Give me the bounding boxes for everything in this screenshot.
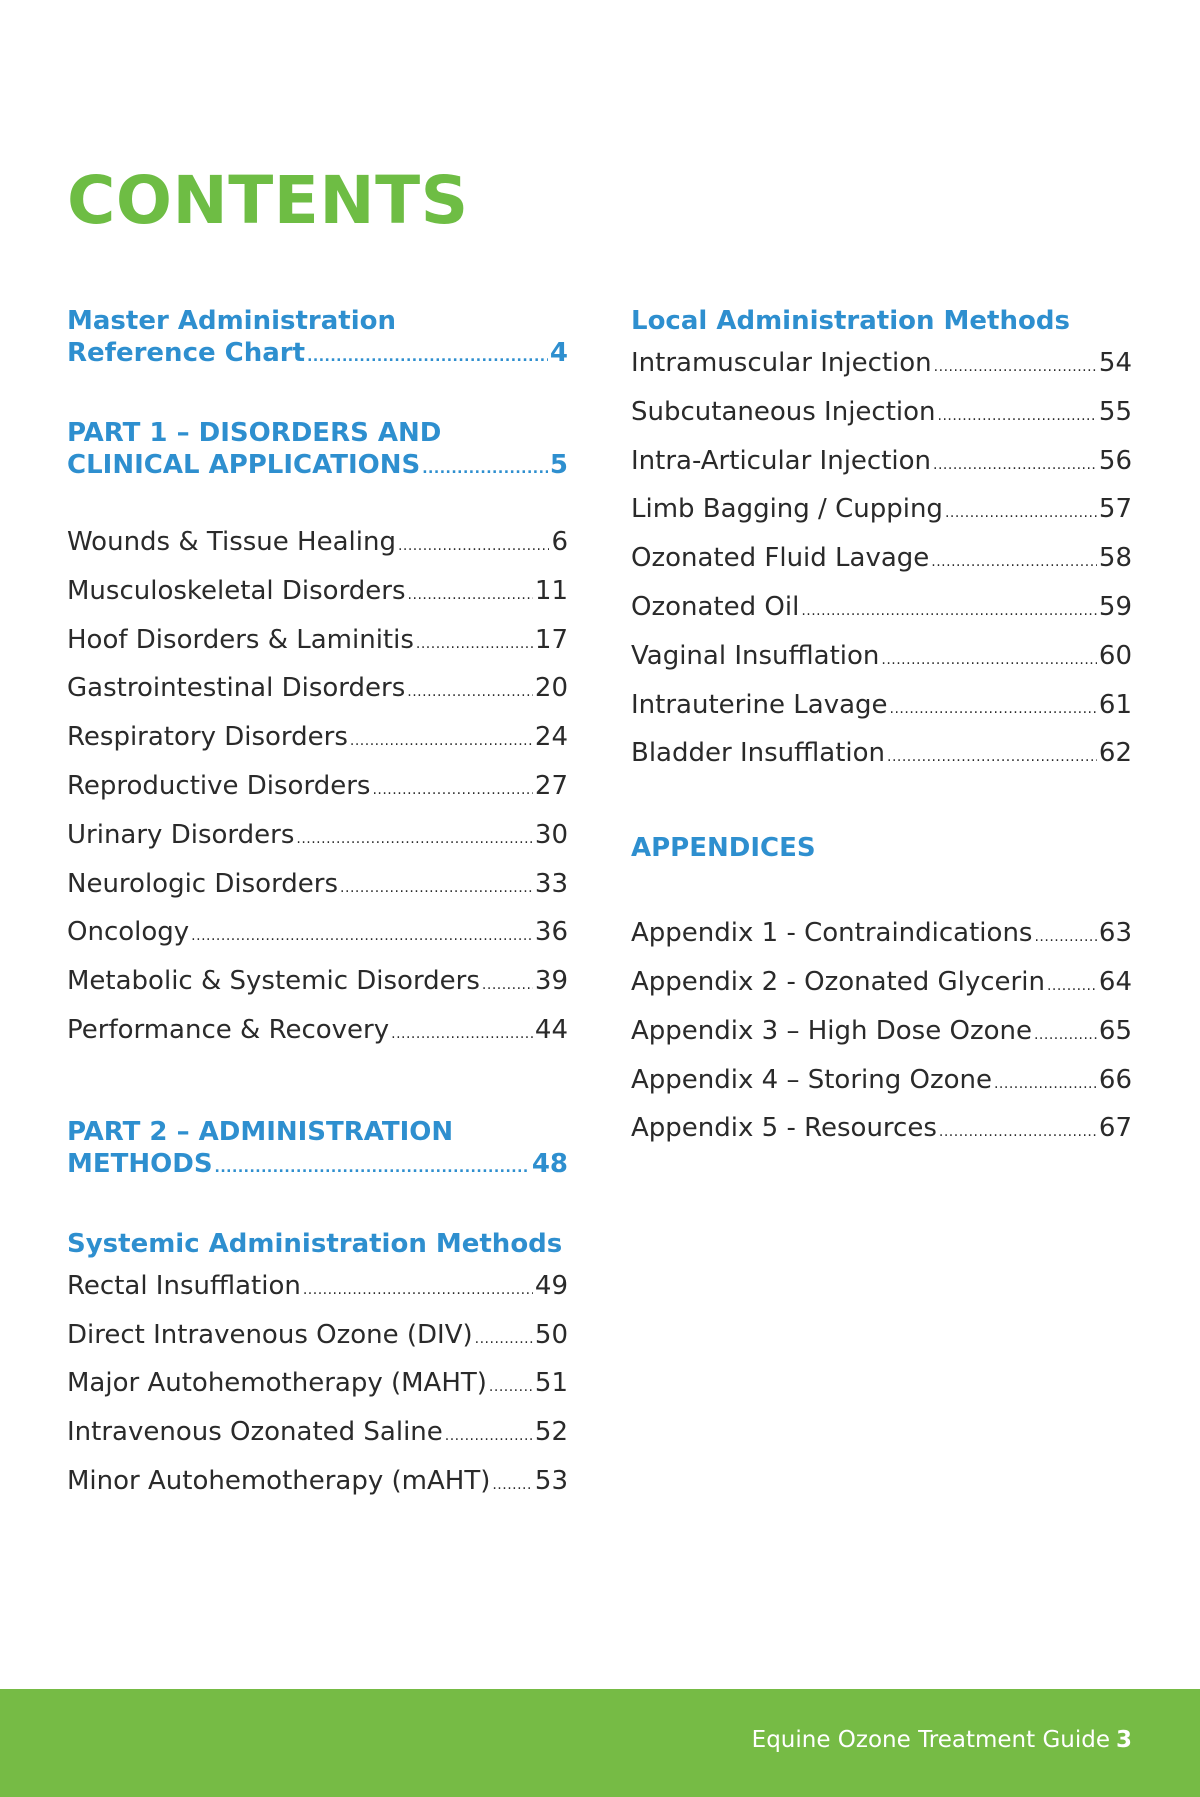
toc-entry-page: 62 xyxy=(1098,738,1132,769)
toc-entry[interactable] xyxy=(67,813,568,862)
toc-entry-page: 27 xyxy=(534,770,568,801)
leader-dots xyxy=(1034,1013,1097,1058)
toc-entry-label: Intrauterine Lavage xyxy=(631,689,888,720)
toc-entry-label: Vaginal Insufflation xyxy=(631,640,880,671)
toc-entry[interactable] xyxy=(67,764,568,813)
contents-right-column xyxy=(631,305,1132,1155)
toc-entry[interactable] xyxy=(631,683,1132,732)
toc-entry-label: Minor Autohemotherapy (mAHT) xyxy=(67,1465,491,1496)
leader-dots xyxy=(931,540,1097,585)
leader-dots xyxy=(416,622,533,667)
leader-dots xyxy=(475,1317,533,1362)
leader-dots xyxy=(215,1152,530,1184)
toc-entry-label: Appendix 2 - Ozonated Glycerin xyxy=(631,966,1045,997)
toc-entry-page: 36 xyxy=(534,917,568,948)
toc-entry-label: Performance & Recovery xyxy=(67,1014,390,1045)
toc-entry[interactable] xyxy=(631,536,1132,585)
toc-entry-label: Appendix 3 – High Dose Ozone xyxy=(631,1015,1032,1046)
toc-entry-page: 65 xyxy=(1098,1015,1132,1046)
leader-dots xyxy=(391,1012,533,1057)
toc-entry[interactable] xyxy=(67,666,568,715)
local-methods-heading: Local Administration Methods xyxy=(631,306,1070,336)
part1-heading[interactable] xyxy=(67,417,568,485)
toc-entry[interactable] xyxy=(631,585,1132,634)
toc-entry[interactable] xyxy=(631,439,1132,488)
toc-entry-label: Hoof Disorders & Laminitis xyxy=(67,624,414,655)
leader-dots xyxy=(890,687,1097,732)
toc-entry-label: Direct Intravenous Ozone (DIV) xyxy=(67,1319,473,1350)
toc-entry-page: 53 xyxy=(534,1465,568,1496)
leader-dots xyxy=(350,719,533,764)
toc-entry[interactable] xyxy=(631,960,1132,1009)
toc-entry-page: 24 xyxy=(534,722,568,753)
leader-dots xyxy=(407,670,533,715)
leader-dots xyxy=(801,589,1097,634)
toc-entry[interactable] xyxy=(631,1106,1132,1155)
toc-entry[interactable] xyxy=(67,1459,568,1508)
leader-dots xyxy=(887,735,1097,780)
part1-heading-line2: CLINICAL APPLICATIONS xyxy=(67,450,421,480)
leader-dots xyxy=(994,1062,1097,1107)
master-chart-heading-line1: Master Administration xyxy=(67,306,396,336)
leader-dots xyxy=(398,524,550,569)
part2-heading[interactable] xyxy=(67,1116,568,1184)
leader-dots xyxy=(945,491,1097,536)
toc-entry-page: 63 xyxy=(1098,918,1132,949)
leader-dots xyxy=(303,1268,533,1313)
leader-dots xyxy=(1034,915,1096,960)
toc-entry-page: 39 xyxy=(534,966,568,997)
leader-dots xyxy=(445,1414,533,1459)
leader-dots xyxy=(934,345,1097,390)
leader-dots xyxy=(939,1110,1097,1155)
toc-entry-page: 54 xyxy=(1098,348,1132,378)
part2-page: 48 xyxy=(531,1148,568,1179)
toc-entry[interactable] xyxy=(67,1410,568,1459)
toc-entry-label: Ozonated Fluid Lavage xyxy=(631,543,930,574)
toc-entry-page: 56 xyxy=(1098,445,1132,476)
leader-dots xyxy=(296,817,533,862)
toc-entry-label: Wounds & Tissue Healing xyxy=(67,527,396,557)
toc-entry[interactable] xyxy=(67,569,568,618)
toc-entry[interactable] xyxy=(67,910,568,959)
toc-entry[interactable] xyxy=(631,487,1132,536)
toc-entry[interactable] xyxy=(631,731,1132,780)
toc-entry-label: Neurologic Disorders xyxy=(67,868,339,899)
master-chart-page: 4 xyxy=(549,338,568,368)
leader-dots xyxy=(372,768,532,813)
toc-entry[interactable] xyxy=(67,959,568,1008)
footer-bar xyxy=(0,1689,1200,1797)
local-entry-list xyxy=(631,341,1132,780)
toc-entry-page: 60 xyxy=(1098,640,1132,671)
toc-entry-label: Reproductive Disorders xyxy=(67,770,371,801)
leader-dots xyxy=(938,394,1097,439)
toc-entry-label: Rectal Insufflation xyxy=(67,1270,301,1301)
toc-entry[interactable] xyxy=(67,715,568,764)
toc-entry-page: 30 xyxy=(534,819,568,850)
toc-entry-page: 66 xyxy=(1098,1064,1132,1095)
appendices-heading: APPENDICES xyxy=(631,833,816,864)
toc-entry-page: 64 xyxy=(1098,966,1132,997)
part2-heading-line2: METHODS xyxy=(67,1148,213,1179)
toc-entry[interactable] xyxy=(67,862,568,911)
part1-heading-line1: PART 1 – DISORDERS AND xyxy=(67,418,442,448)
part2-heading-line1: PART 2 – ADMINISTRATION xyxy=(67,1116,454,1147)
leader-dots xyxy=(408,573,533,618)
toc-entry[interactable] xyxy=(67,1313,568,1362)
leader-dots xyxy=(307,341,548,373)
contents-left-column xyxy=(67,305,568,1508)
toc-entry-label: Gastrointestinal Disorders xyxy=(67,673,406,704)
master-chart-heading-line2: Reference Chart xyxy=(67,338,306,368)
toc-entry-page: 11 xyxy=(534,575,568,606)
toc-entry-page: 59 xyxy=(1098,591,1132,622)
footer-text xyxy=(752,1727,1132,1753)
toc-entry-page: 17 xyxy=(534,624,568,655)
leader-dots xyxy=(422,453,548,485)
toc-entry[interactable] xyxy=(67,1008,568,1057)
toc-entry-page: 61 xyxy=(1098,689,1132,720)
toc-entry[interactable] xyxy=(631,911,1132,960)
toc-entry-page: 67 xyxy=(1098,1113,1132,1144)
toc-entry-label: Intra-Articular Injection xyxy=(631,445,932,476)
leader-dots xyxy=(340,866,533,911)
toc-entry[interactable] xyxy=(67,1264,568,1313)
toc-entry[interactable] xyxy=(631,1058,1132,1107)
toc-entry-label: Appendix 4 – Storing Ozone xyxy=(631,1064,992,1095)
toc-entry-page: 33 xyxy=(534,868,568,899)
toc-entry-label: Bladder Insufflation xyxy=(631,738,885,769)
part1-entry-list xyxy=(67,520,568,1057)
toc-entry-label: Musculoskeletal Disorders xyxy=(67,575,406,606)
toc-entry[interactable] xyxy=(67,520,568,569)
leader-dots xyxy=(191,914,533,959)
toc-entry-label: Subcutaneous Injection xyxy=(631,396,936,427)
toc-entry[interactable] xyxy=(631,390,1132,439)
toc-entry-label: Urinary Disorders xyxy=(67,819,295,850)
toc-entry-page: 58 xyxy=(1098,543,1132,574)
toc-entry-label: Appendix 5 - Resources xyxy=(631,1113,937,1144)
leader-dots xyxy=(933,443,1097,488)
leader-dots xyxy=(489,1365,533,1410)
toc-entry[interactable] xyxy=(67,1361,568,1410)
guide-title: Equine Ozone Treatment Guide xyxy=(751,1727,1110,1753)
toc-entry-page: 49 xyxy=(534,1270,568,1301)
toc-entry-page: 20 xyxy=(534,673,568,704)
toc-entry-page: 55 xyxy=(1098,396,1132,427)
leader-dots xyxy=(492,1463,533,1508)
toc-entry-page: 57 xyxy=(1098,494,1132,525)
toc-entry-page: 6 xyxy=(551,527,568,557)
toc-entry-page: 50 xyxy=(534,1319,568,1350)
toc-entry-label: Intravenous Ozonated Saline xyxy=(67,1417,443,1448)
leader-dots xyxy=(1047,964,1097,1009)
toc-entry-label: Intramuscular Injection xyxy=(631,348,932,378)
toc-entry-page: 51 xyxy=(534,1368,568,1399)
appendix-entry-list xyxy=(631,911,1132,1155)
page-number: 3 xyxy=(1115,1727,1132,1753)
toc-entry[interactable] xyxy=(631,1009,1132,1058)
toc-entry-label: Respiratory Disorders xyxy=(67,722,348,753)
toc-entry[interactable] xyxy=(631,634,1132,683)
part1-page: 5 xyxy=(549,450,568,480)
leader-dots xyxy=(881,638,1097,683)
toc-entry-page: 52 xyxy=(534,1417,568,1448)
toc-entry-label: Limb Bagging / Cupping xyxy=(631,494,943,525)
toc-entry-label: Appendix 1 - Contraindications xyxy=(631,918,1033,949)
toc-entry-page: 44 xyxy=(534,1014,568,1045)
toc-entry[interactable] xyxy=(631,341,1132,390)
systemic-entry-list xyxy=(67,1264,568,1508)
toc-entry[interactable] xyxy=(67,618,568,667)
leader-dots xyxy=(482,963,533,1008)
systemic-methods-heading: Systemic Administration Methods xyxy=(67,1228,563,1259)
toc-entry-label: Major Autohemotherapy (MAHT) xyxy=(67,1368,487,1399)
master-chart-heading[interactable] xyxy=(67,305,568,373)
toc-entry-label: Oncology xyxy=(67,917,190,948)
toc-entry-label: Ozonated Oil xyxy=(631,591,800,622)
page-title: CONTENTS xyxy=(67,162,469,239)
toc-entry-label: Metabolic & Systemic Disorders xyxy=(67,966,480,997)
